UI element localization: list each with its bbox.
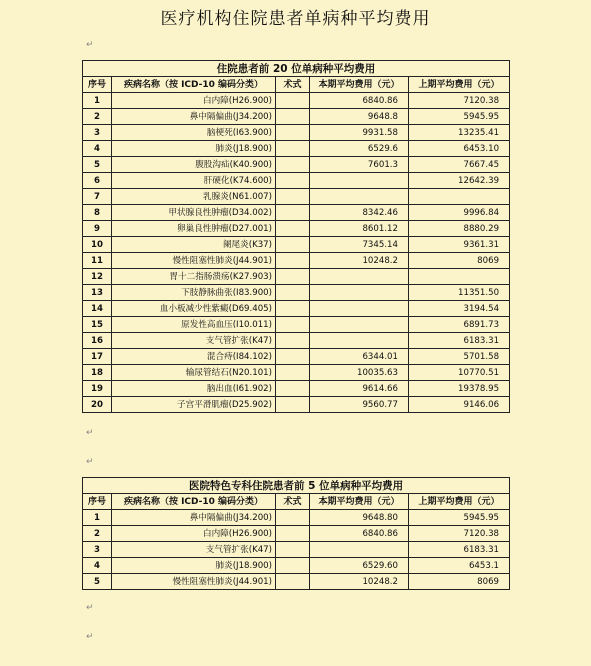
- current-cost-cell: 9560.77: [310, 397, 409, 413]
- previous-cost-cell: 9361.31: [409, 237, 510, 253]
- header-current-cost: 本期平均费用（元）: [310, 494, 409, 510]
- current-cost-cell: 6344.01: [310, 349, 409, 365]
- disease-name-cell: 支气管扩张(K47): [112, 333, 276, 349]
- header-procedure: 术式: [276, 77, 310, 93]
- table-row: [83, 333, 510, 349]
- row-index: 4: [83, 141, 112, 157]
- disease-name-cell: 乳腺炎(N61.007): [112, 189, 276, 205]
- current-cost-cell: 10248.2: [310, 253, 409, 269]
- previous-cost-cell: 5701.58: [409, 349, 510, 365]
- row-index: 5: [83, 157, 112, 173]
- previous-cost-cell: 6183.31: [409, 542, 510, 558]
- previous-cost-cell: 7120.38: [409, 93, 510, 109]
- procedure-cell: [276, 574, 310, 590]
- row-index: 9: [83, 221, 112, 237]
- procedure-cell: [276, 173, 310, 189]
- table-row: [83, 365, 510, 381]
- previous-cost-cell: 7120.38: [409, 526, 510, 542]
- procedure-cell: [276, 558, 310, 574]
- row-index: 2: [83, 109, 112, 125]
- previous-cost-cell: 9146.06: [409, 397, 510, 413]
- previous-cost-cell: 11351.50: [409, 285, 510, 301]
- disease-name-cell: 输尿管结石(N20.101): [112, 365, 276, 381]
- row-index: 20: [83, 397, 112, 413]
- disease-name-cell: 腹股沟疝(K40.900): [112, 157, 276, 173]
- previous-cost-cell: 13235.41: [409, 125, 510, 141]
- procedure-cell: [276, 125, 310, 141]
- current-cost-cell: 9931.58: [310, 125, 409, 141]
- row-index: 3: [83, 542, 112, 558]
- procedure-cell: [276, 510, 310, 526]
- procedure-cell: [276, 381, 310, 397]
- table-row: [83, 173, 510, 189]
- procedure-cell: [276, 333, 310, 349]
- procedure-cell: [276, 317, 310, 333]
- table-row: [83, 221, 510, 237]
- current-cost-cell: 6529.60: [310, 558, 409, 574]
- previous-cost-cell: 6453.10: [409, 141, 510, 157]
- row-index: 5: [83, 574, 112, 590]
- current-cost-cell: [310, 285, 409, 301]
- row-index: 4: [83, 558, 112, 574]
- header-disease-name: 疾病名称（按 ICD-10 编码分类）: [112, 77, 276, 93]
- table-row: [83, 157, 510, 173]
- header-disease-name: 疾病名称（按 ICD-10 编码分类）: [112, 494, 276, 510]
- disease-name-cell: 卵巢良性肿瘤(D27.001): [112, 221, 276, 237]
- header-current-cost: 本期平均费用（元）: [310, 77, 409, 93]
- table-row: [83, 558, 510, 574]
- procedure-cell: [276, 542, 310, 558]
- table-row: [83, 141, 510, 157]
- previous-cost-cell: 8069: [409, 253, 510, 269]
- current-cost-cell: 7601.3: [310, 157, 409, 173]
- top20-disease-cost-table: [82, 60, 510, 413]
- table-row: [83, 542, 510, 558]
- disease-name-cell: 白内障(H26.900): [112, 93, 276, 109]
- procedure-cell: [276, 157, 310, 173]
- row-index: 2: [83, 526, 112, 542]
- row-index: 6: [83, 173, 112, 189]
- previous-cost-cell: 6453.1: [409, 558, 510, 574]
- procedure-cell: [276, 109, 310, 125]
- procedure-cell: [276, 253, 310, 269]
- current-cost-cell: 6529.6: [310, 141, 409, 157]
- previous-cost-cell: [409, 189, 510, 205]
- current-cost-cell: [310, 269, 409, 285]
- disease-name-cell: 慢性阻塞性肺炎(J44.901): [112, 574, 276, 590]
- previous-cost-cell: 12642.39: [409, 173, 510, 189]
- previous-cost-cell: 9996.84: [409, 205, 510, 221]
- table-row: [83, 253, 510, 269]
- current-cost-cell: 8601.12: [310, 221, 409, 237]
- disease-name-cell: 甲状腺良性肿瘤(D34.002): [112, 205, 276, 221]
- procedure-cell: [276, 349, 310, 365]
- table-row: [83, 526, 510, 542]
- procedure-cell: [276, 93, 310, 109]
- current-cost-cell: 6840.86: [310, 526, 409, 542]
- table-row: [83, 317, 510, 333]
- disease-name-cell: 混合痔(I84.102): [112, 349, 276, 365]
- previous-cost-cell: 10770.51: [409, 365, 510, 381]
- disease-name-cell: 鼻中隔偏曲(J34.200): [112, 510, 276, 526]
- procedure-cell: [276, 397, 310, 413]
- disease-name-cell: 鼻中隔偏曲(J34.200): [112, 109, 276, 125]
- disease-name-cell: 阑尾炎(K37): [112, 237, 276, 253]
- row-index: 15: [83, 317, 112, 333]
- disease-name-cell: 慢性阻塞性肺炎(J44.901): [112, 253, 276, 269]
- row-index: 13: [83, 285, 112, 301]
- disease-name-cell: 肺炎(J18.900): [112, 141, 276, 157]
- table-row: [83, 397, 510, 413]
- table-row: [83, 189, 510, 205]
- table-row: [83, 93, 510, 109]
- current-cost-cell: [310, 317, 409, 333]
- table-row: [83, 285, 510, 301]
- current-cost-cell: [310, 542, 409, 558]
- table-row: [83, 109, 510, 125]
- row-index: 7: [83, 189, 112, 205]
- top5-specialty-cost-table: [82, 477, 510, 590]
- current-cost-cell: 9648.80: [310, 510, 409, 526]
- previous-cost-cell: 6183.31: [409, 333, 510, 349]
- disease-name-cell: 肺炎(J18.900): [112, 558, 276, 574]
- row-index: 19: [83, 381, 112, 397]
- procedure-cell: [276, 285, 310, 301]
- previous-cost-cell: 8069: [409, 574, 510, 590]
- paragraph-mark: ↵: [86, 428, 94, 438]
- document-title: 医疗机构住院患者单病种平均费用: [160, 9, 431, 29]
- current-cost-cell: [310, 301, 409, 317]
- paragraph-mark: ↵: [86, 603, 94, 613]
- header-index: 序号: [83, 77, 112, 93]
- table-row: [83, 381, 510, 397]
- table-row: [83, 237, 510, 253]
- current-cost-cell: 6840.86: [310, 93, 409, 109]
- previous-cost-cell: 5945.95: [409, 109, 510, 125]
- procedure-cell: [276, 526, 310, 542]
- current-cost-cell: [310, 333, 409, 349]
- header-procedure: 术式: [276, 494, 310, 510]
- row-index: 1: [83, 510, 112, 526]
- current-cost-cell: 8342.46: [310, 205, 409, 221]
- header-previous-cost: 上期平均费用（元）: [409, 494, 510, 510]
- disease-name-cell: 白内障(H26.900): [112, 526, 276, 542]
- procedure-cell: [276, 141, 310, 157]
- disease-name-cell: 原发性高血压(I10.011): [112, 317, 276, 333]
- procedure-cell: [276, 221, 310, 237]
- previous-cost-cell: 5945.95: [409, 510, 510, 526]
- table-row: [83, 269, 510, 285]
- disease-name-cell: 下肢静脉曲张(I83.900): [112, 285, 276, 301]
- table-row: [83, 205, 510, 221]
- table-caption: 医院特色专科住院患者前 5 位单病种平均费用: [83, 478, 510, 494]
- paragraph-mark: ↵: [86, 632, 94, 642]
- table-caption: 住院患者前 20 位单病种平均费用: [83, 61, 510, 77]
- previous-cost-cell: 6891.73: [409, 317, 510, 333]
- previous-cost-cell: 7667.45: [409, 157, 510, 173]
- table-row: [83, 301, 510, 317]
- table-row: [83, 125, 510, 141]
- current-cost-cell: 10035.63: [310, 365, 409, 381]
- row-index: 8: [83, 205, 112, 221]
- procedure-cell: [276, 269, 310, 285]
- procedure-cell: [276, 365, 310, 381]
- procedure-cell: [276, 205, 310, 221]
- paragraph-mark: ↵: [86, 457, 94, 467]
- disease-name-cell: 支气管扩张(K47): [112, 542, 276, 558]
- disease-name-cell: 子宫平滑肌瘤(D25.902): [112, 397, 276, 413]
- row-index: 14: [83, 301, 112, 317]
- row-index: 3: [83, 125, 112, 141]
- row-index: 12: [83, 269, 112, 285]
- current-cost-cell: [310, 173, 409, 189]
- procedure-cell: [276, 301, 310, 317]
- procedure-cell: [276, 237, 310, 253]
- current-cost-cell: [310, 189, 409, 205]
- disease-name-cell: 血小板减少性紫癜(D69.405): [112, 301, 276, 317]
- row-index: 11: [83, 253, 112, 269]
- row-index: 16: [83, 333, 112, 349]
- current-cost-cell: 9614.66: [310, 381, 409, 397]
- previous-cost-cell: 8880.29: [409, 221, 510, 237]
- table-header-row: [83, 77, 510, 93]
- table-row: [83, 510, 510, 526]
- paragraph-mark: ↵: [86, 40, 94, 50]
- disease-name-cell: 胃十二指肠溃疡(K27.903): [112, 269, 276, 285]
- disease-name-cell: 脑梗死(I63.900): [112, 125, 276, 141]
- procedure-cell: [276, 189, 310, 205]
- current-cost-cell: 9648.8: [310, 109, 409, 125]
- header-previous-cost: 上期平均费用（元）: [409, 77, 510, 93]
- row-index: 18: [83, 365, 112, 381]
- disease-name-cell: 脑出血(I61.902): [112, 381, 276, 397]
- row-index: 17: [83, 349, 112, 365]
- table-row: [83, 349, 510, 365]
- previous-cost-cell: [409, 269, 510, 285]
- previous-cost-cell: 19378.95: [409, 381, 510, 397]
- row-index: 10: [83, 237, 112, 253]
- previous-cost-cell: 3194.54: [409, 301, 510, 317]
- current-cost-cell: 10248.2: [310, 574, 409, 590]
- current-cost-cell: 7345.14: [310, 237, 409, 253]
- header-index: 序号: [83, 494, 112, 510]
- row-index: 1: [83, 93, 112, 109]
- table-row: [83, 574, 510, 590]
- disease-name-cell: 肝硬化(K74.600): [112, 173, 276, 189]
- table-header-row: [83, 494, 510, 510]
